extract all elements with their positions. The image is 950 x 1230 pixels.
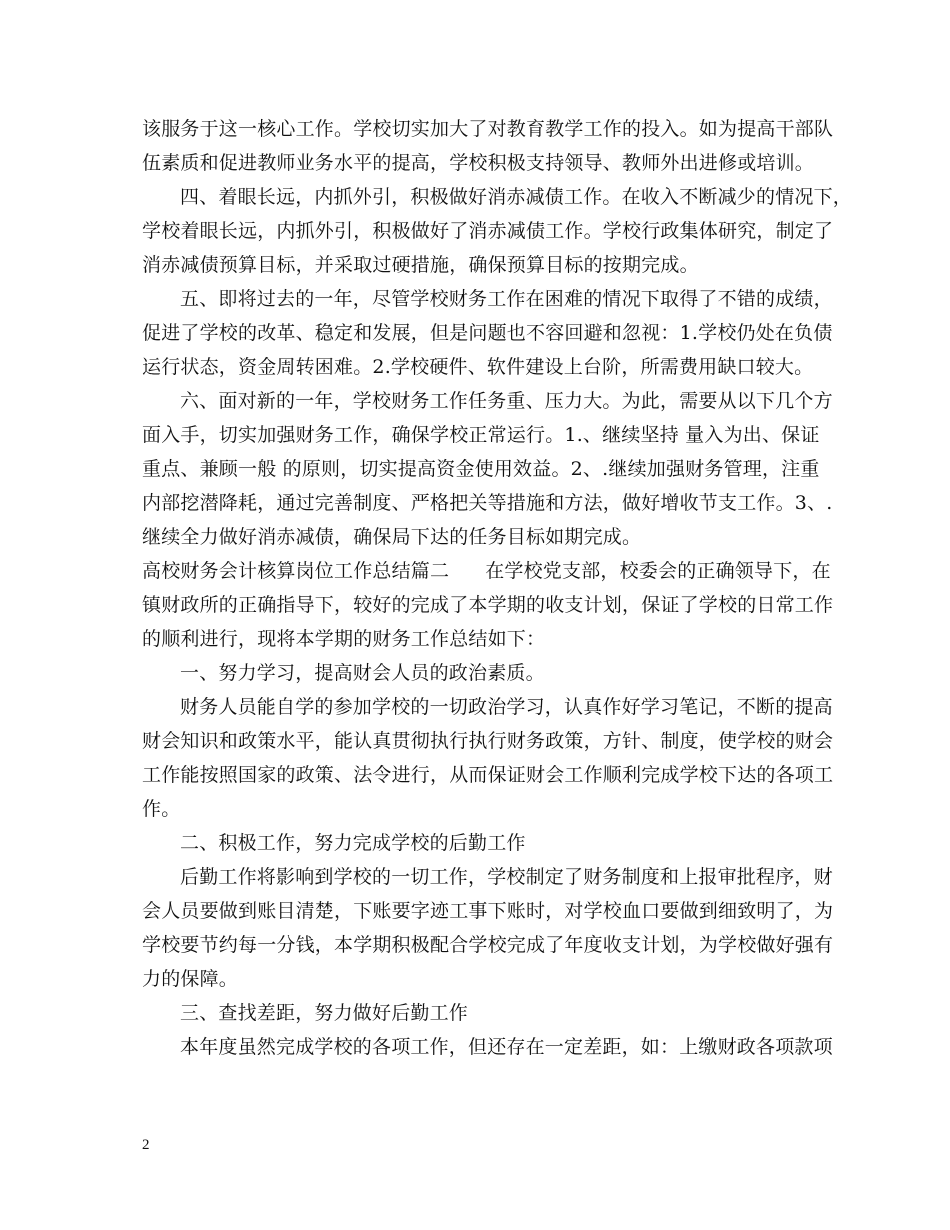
- section-heading: 高校财务会计核算岗位工作总结篇二: [142, 560, 450, 582]
- document-body: [142, 114, 853, 1066]
- line-text: 学校着眼长远，内抓外引，积极做好了消赤减债工作。学校行政集体研究，制定了: [142, 220, 834, 242]
- line-text: 的顺利进行，现将本学期的财务工作总结如下：: [142, 628, 546, 650]
- line-text: 继续全力做好消赤减债，确保局下达的任务目标如期完成。: [142, 526, 642, 548]
- text-line: [142, 522, 832, 556]
- line-text: 伍素质和促进教师业务水平的提高，学校积极支持领导、教师外出进修或培训。: [142, 152, 815, 174]
- text-line: [142, 624, 832, 658]
- text-line: [142, 488, 832, 522]
- text-line: [142, 216, 832, 250]
- text-line: [142, 862, 832, 896]
- text-line: [142, 726, 832, 760]
- text-line: [142, 692, 832, 726]
- line-text: 内部挖潜降耗，通过完善制度、严格把关等措施和方法，做好增收节支工作。3、.: [142, 492, 833, 514]
- text-line: [142, 828, 832, 862]
- text-line: [142, 896, 832, 930]
- line-text: 该服务于这一核心工作。学校切实加大了对教育教学工作的投入。如为提高干部队: [142, 118, 834, 140]
- line-text: 会人员要做到账目清楚，下账要字迹工事下账时，对学校血口要做到细致明了，为: [142, 900, 834, 922]
- line-text: 学校要节约每一分钱，本学期积极配合学校完成了年度收支计划，为学校做好强有: [142, 934, 834, 956]
- line-text: 促进了学校的改革、稳定和发展，但是问题也不容回避和忽视：1.学校仍处在负债: [142, 322, 833, 344]
- text-line: [142, 114, 832, 148]
- text-line: [142, 998, 832, 1032]
- line-text: 在学校党支部，校委会的正确领导下，在: [485, 560, 831, 582]
- line-text: 运行状态，资金周转困难。2.学校硬件、软件建设上台阶，所需费用缺口较大。: [142, 356, 814, 378]
- line-text: 镇财政所的正确指导下，较好的完成了本学期的收支计划，保证了学校的日常工作: [142, 594, 834, 616]
- text-line: [142, 760, 832, 794]
- text-line: [142, 352, 832, 386]
- line-text: 面入手，切实加强财务工作，确保学校正常运行。1.、继续坚持 量入为出、保证: [142, 424, 820, 446]
- text-line: [142, 284, 832, 318]
- line-text: 力的保障。: [142, 968, 239, 990]
- line-text: 二、积极工作，努力完成学校的后勤工作: [180, 832, 526, 854]
- text-line: [142, 590, 832, 624]
- text-line: [142, 148, 832, 182]
- page-number: 2: [142, 1137, 150, 1153]
- text-line: [142, 556, 832, 590]
- line-text: 一、努力学习，提高财会人员的政治素质。: [180, 662, 545, 684]
- text-line: [142, 250, 832, 284]
- text-line: [142, 1032, 832, 1066]
- line-text: 四、着眼长远，内抓外引，积极做好消赤减债工作。在收入不断减少的情况下，: [180, 186, 853, 208]
- line-text: 本年度虽然完成学校的各项工作，但还存在一定差距，如：上缴财政各项款项: [180, 1036, 833, 1058]
- line-text: 工作能按照国家的政策、法令进行，从而保证财会工作顺利完成学校下达的各项工: [142, 764, 834, 786]
- text-line: [142, 930, 832, 964]
- text-line: [142, 794, 832, 828]
- line-text: 后勤工作将影响到学校的一切工作，学校制定了财务制度和上报审批程序，财: [180, 866, 833, 888]
- line-text: 三、查找差距，努力做好后勤工作: [180, 1002, 469, 1024]
- text-line: [142, 964, 832, 998]
- text-line: [142, 420, 832, 454]
- line-text: 财会知识和政策水平，能认真贯彻执行执行财务政策，方针、制度，使学校的财会: [142, 730, 834, 752]
- text-line: [142, 318, 832, 352]
- text-line: [142, 658, 832, 692]
- text-line: [142, 386, 832, 420]
- line-text: 重点、兼顾一般 的原则，切实提高资金使用效益。2、.继续加强财务管理，注重: [142, 458, 820, 480]
- line-text: 消赤减债预算目标，并采取过硬措施，确保预算目标的按期完成。: [142, 254, 699, 276]
- text-line: [142, 182, 853, 216]
- line-text: 六、面对新的一年，学校财务工作任务重、压力大。为此，需要从以下几个方: [180, 390, 833, 412]
- line-text: 作。: [142, 798, 181, 820]
- line-text: 财务人员能自学的参加学校的一切政治学习，认真作好学习笔记，不断的提高: [180, 696, 833, 718]
- text-line: [142, 454, 832, 488]
- line-text: 五、即将过去的一年，尽管学校财务工作在困难的情况下取得了不错的成绩，: [180, 288, 833, 310]
